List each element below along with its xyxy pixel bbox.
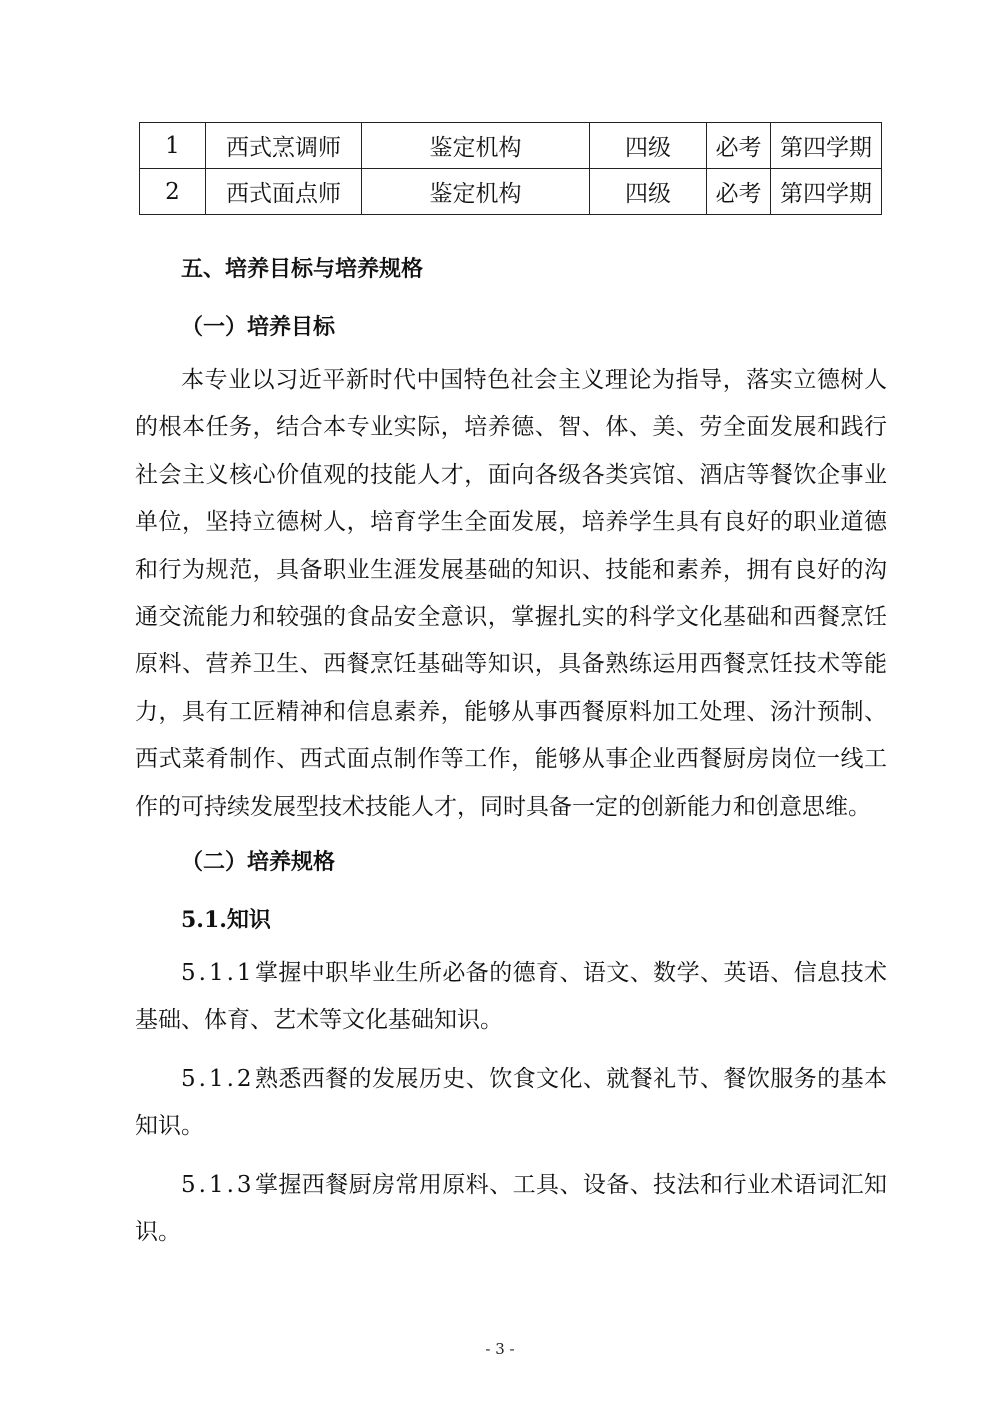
- table-cell: 西式烹调师: [206, 123, 362, 169]
- item-number: 5.1.3: [181, 1172, 255, 1198]
- table-cell: 鉴定机构: [362, 169, 590, 215]
- section-heading: 五、培养目标与培养规格: [181, 256, 424, 282]
- table-cell: 鉴定机构: [362, 123, 590, 169]
- knowledge-item: [135, 1056, 887, 1151]
- table-row: [140, 123, 882, 169]
- table-cell: 四级: [590, 123, 707, 169]
- table-cell: 必考: [707, 123, 771, 169]
- table-cell: 第四学期: [771, 123, 882, 169]
- item-number: 5.1.2: [181, 1066, 255, 1092]
- table-row: [140, 169, 882, 215]
- knowledge-heading: 5.1.知识: [181, 907, 271, 933]
- certificate-table: [139, 122, 882, 215]
- page-number: - 3 -: [485, 1340, 515, 1358]
- item-text: 掌握中职毕业生所必备的德育、语文、数学、英语、信息技术基础、体育、艺术等文化基础知识。: [135, 960, 887, 1034]
- item-text: 掌握西餐厨房常用原料、工具、设备、技法和行业术语词汇知识。: [135, 1172, 887, 1246]
- table-cell: 西式面点师: [206, 169, 362, 215]
- table-cell: 2: [140, 169, 206, 215]
- table-cell: 1: [140, 123, 206, 169]
- knowledge-item: [135, 1162, 887, 1257]
- item-text: 熟悉西餐的发展历史、饮食文化、就餐礼节、餐饮服务的基本知识。: [135, 1066, 887, 1140]
- goal-paragraph: 本专业以习近平新时代中国特色社会主义理论为指导，落实立德树人的根本任务，结合本专业实际，培养德、智、体、美、劳全面发展和践行社会主义核心价值观的技能人才，面向各级各类宾馆、酒店等餐饮企事业单位，坚持立德树人，培育学生全面发展，培养学生具有良好的职业道德和行为规范，具备职业生涯发展基础的知识、技能和素养，拥有良好的沟通交流能力和较强的食品安全意识，掌握扎实的科学文化基础和西餐烹饪原料、营养卫生、西餐烹饪基础等知识，具备熟练运用西餐烹饪技术等能力，具有工匠精神和信息素养，能够从事西餐原料加工处理、汤汁预制、西式菜肴制作、西式面点制作等工作，能够从事企业西餐厨房岗位一线工作的可持续发展型技术技能人才，同时具备一定的创新能力和创意思维。: [135, 367, 887, 820]
- subsection-heading-goal: （一）培养目标: [181, 314, 336, 340]
- item-number: 5.1.1: [181, 960, 255, 986]
- table-cell: 第四学期: [771, 169, 882, 215]
- table-cell: 四级: [590, 169, 707, 215]
- table-cell: 必考: [707, 169, 771, 215]
- knowledge-item: [135, 950, 887, 1045]
- subsection-heading-spec: （二）培养规格: [181, 849, 336, 875]
